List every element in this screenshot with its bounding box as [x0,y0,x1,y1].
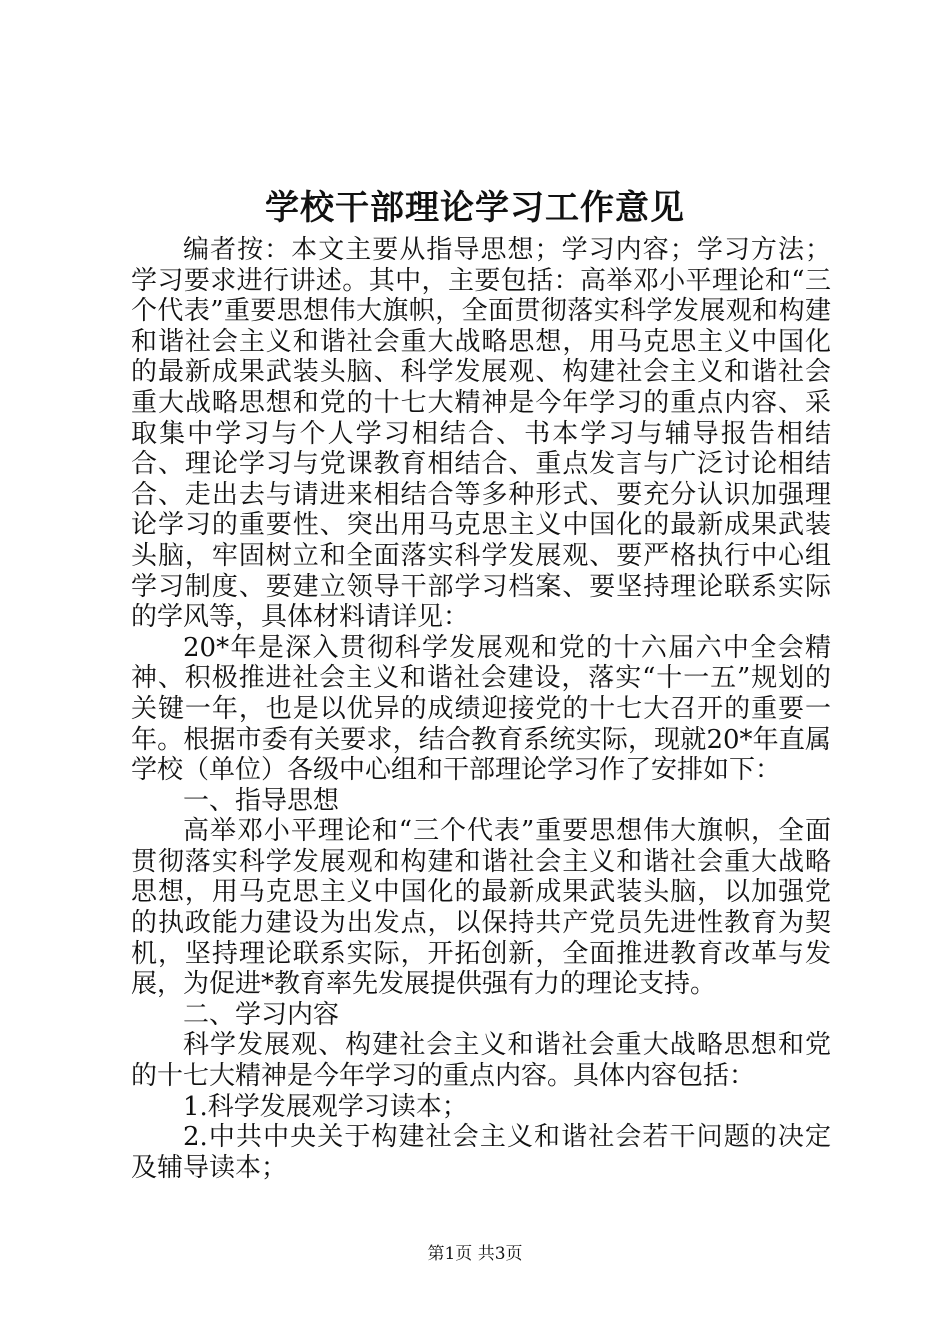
section-heading-study-content: 二、学习内容 [183,999,340,1030]
document-body [131,235,831,1183]
document-title: 学校干部理论学习工作意见 [265,188,685,228]
intro-paragraph: 20*年是深入贯彻科学发展观和党的十六届六中全会精神、积极推进社会主义和谐社会建设，落实“十一五”规划的关键一年，也是以优异的成绩迎接党的十七大召开的重要一年。根据市委有关要求，结合教育系统实际，现就20*年直属学校（单位）各级中心组和干部理论学习作了安排如下： [131,632,831,786]
page-number-footer: 第1页 共3页 [427,1244,523,1264]
study-item-1: 1.科学发展观学习读本； [183,1091,468,1122]
study-item-2: 2.中共中央关于构建社会主义和谐社会若干问题的决定及辅导读本； [131,1122,831,1183]
study-content-paragraph: 科学发展观、构建社会主义和谐社会重大战略思想和党的十七大精神是今年学习的重点内容。具体内容包括： [131,1030,831,1092]
section-heading-guiding-ideology: 一、指导思想 [183,785,340,816]
guiding-ideology-paragraph: 高举邓小平理论和“三个代表”重要思想伟大旗帜，全面贯彻落实科学发展观和构建和谐社会主义和谐社会重大战略思想，用马克思主义中国化的最新成果武装头脑，以加强党的执政能力建设为出发点，以保持共产党员先进性教育为契机，坚持理论联系实际，开拓创新，全面推进教育改革与发展，为促进*教育率先发展提供强有力的理论支持。 [131,816,831,1000]
editor-note-paragraph: 编者按：本文主要从指导思想；学习内容；学习方法；学习要求进行讲述。其中，主要包括：高举邓小平理论和“三个代表”重要思想伟大旗帜，全面贯彻落实科学发展观和构建和谐社会主义和谐社会重大战略思想，用马克思主义中国化的最新成果武装头脑、科学发展观、构建社会主义和谐社会重大战略思想和党的十七大精神是今年学习的重点内容、采取集中学习与个人学习相结合、书本学习与辅导报告相结合、理论学习与党课教育相结合、重点发言与广泛讨论相结合、走出去与请进来相结合等多种形式、要充分认识加强理论学习的重要性、突出用马克思主义中国化的最新成果武装头脑，牢固树立和全面落实科学发展观、要严格执行中心组学习制度、要建立领导干部学习档案、要坚持理论联系实际的学风等，具体材料请详见： [131,235,831,633]
